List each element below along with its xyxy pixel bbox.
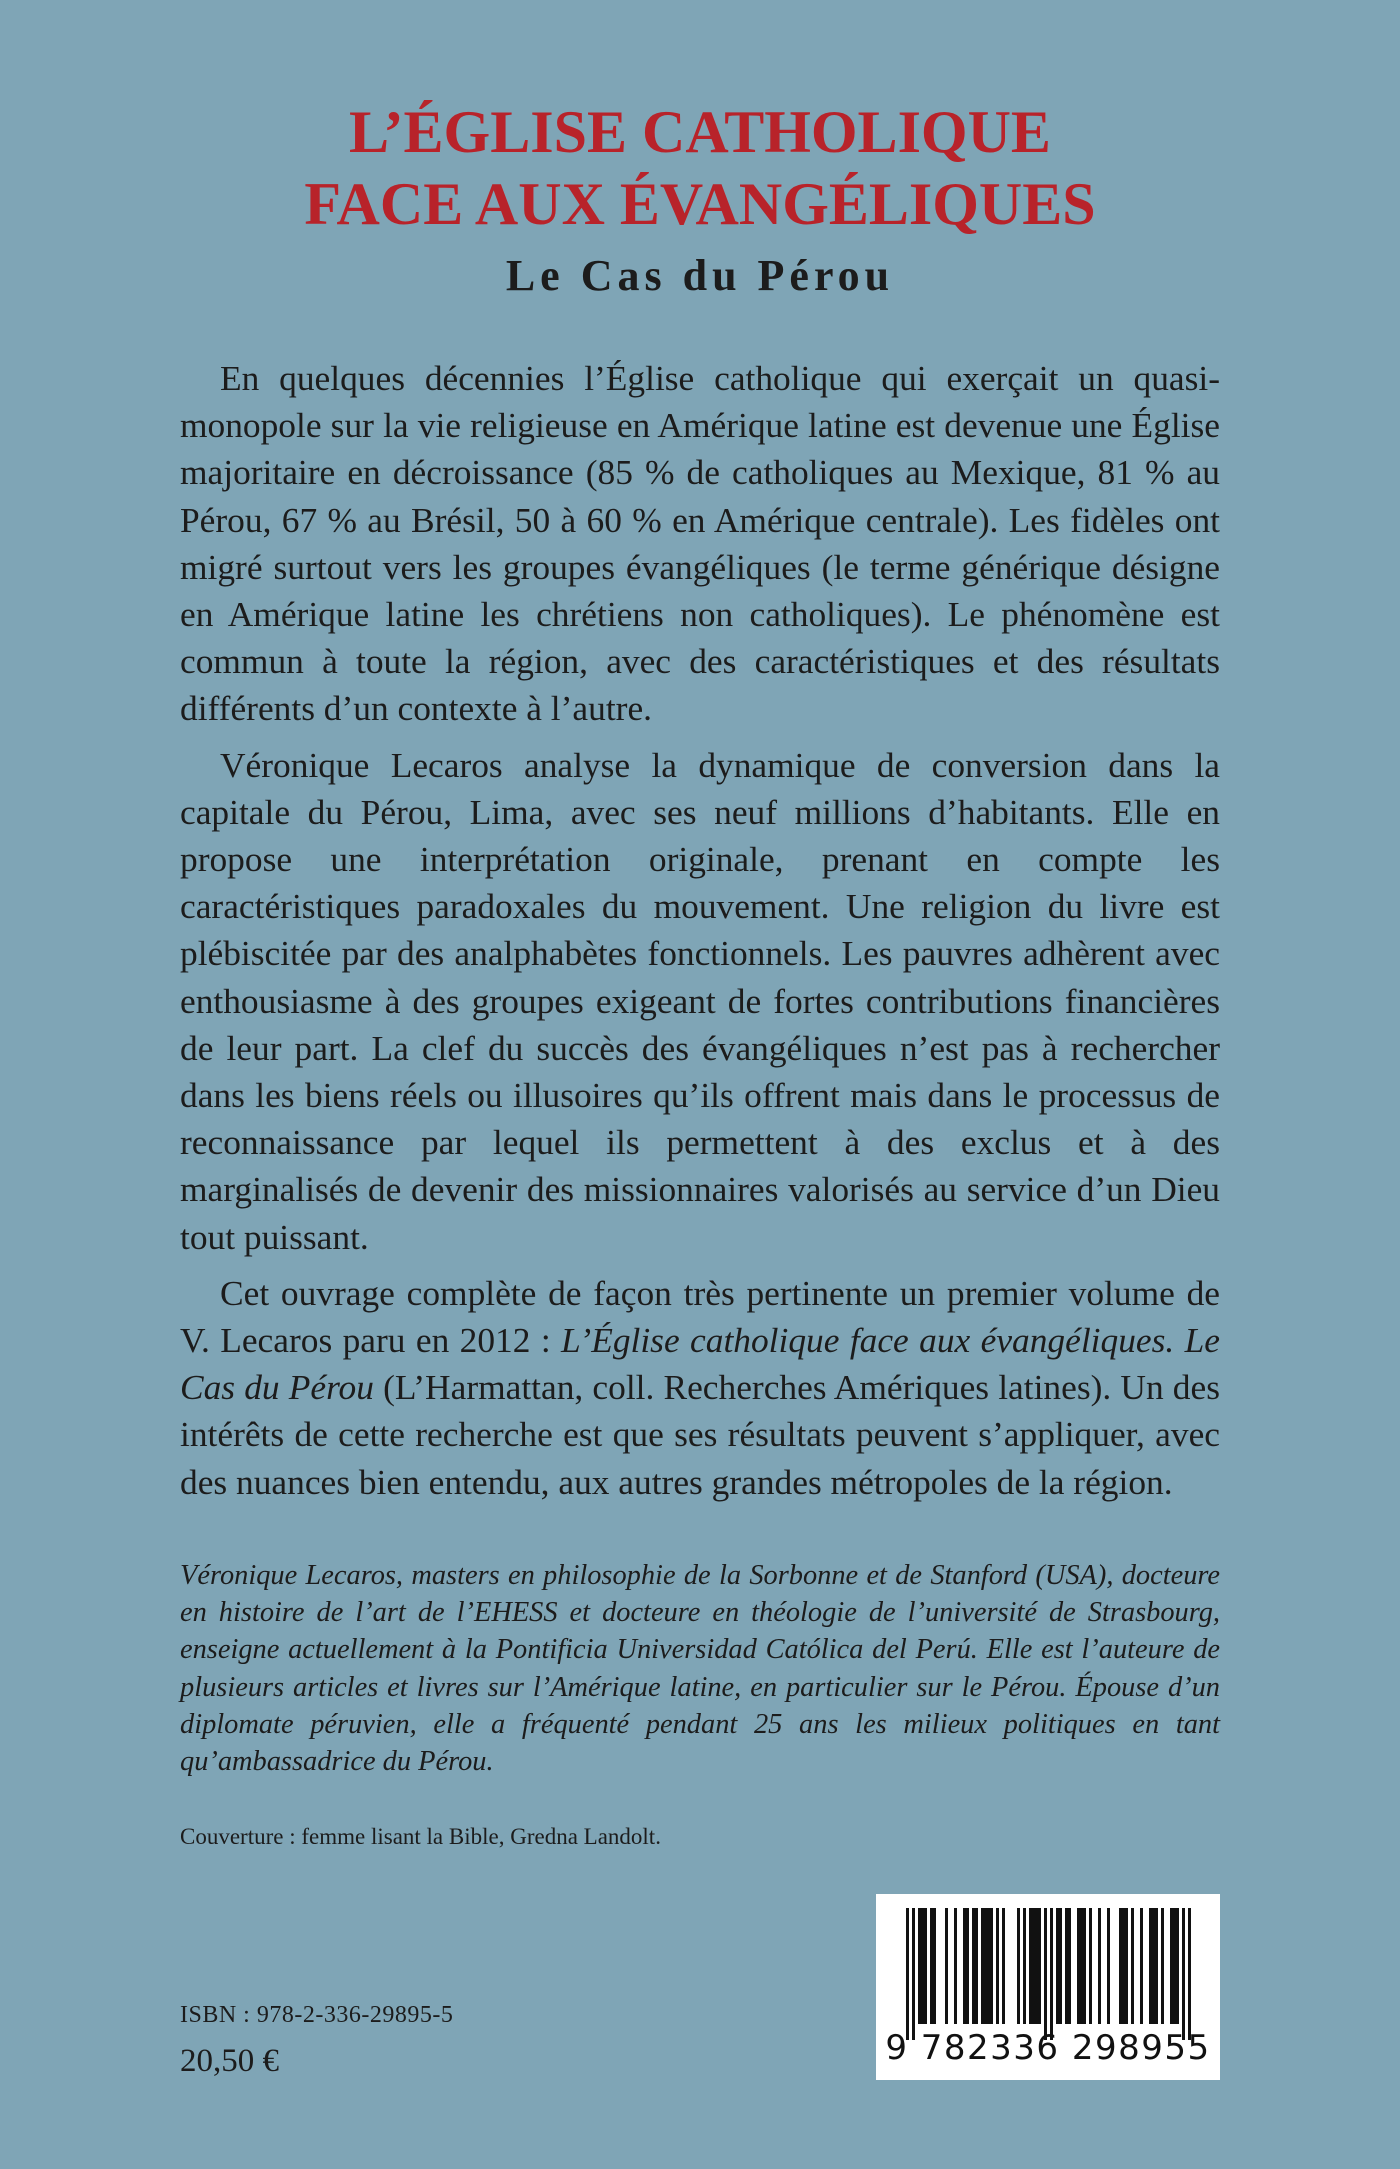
- barcode-bar: [1152, 1908, 1155, 2024]
- barcode-bar: [1023, 1908, 1026, 2024]
- barcode-bar: [1050, 1908, 1053, 2040]
- barcode-bar: [996, 1908, 999, 2024]
- barcode-bar: [975, 1908, 978, 2024]
- barcode-bar: [1056, 1908, 1059, 2024]
- barcode-bar: [1059, 1908, 1062, 2024]
- barcode-bar: [906, 1908, 909, 2040]
- barcode-bar: [1176, 1908, 1179, 2024]
- barcode-bar: [1122, 1908, 1125, 2024]
- barcode-bar: [1080, 1908, 1083, 2024]
- blurb-paragraph-3: [180, 1270, 1220, 1506]
- barcode-bar: [966, 1908, 969, 2024]
- barcode-bar: [987, 1908, 990, 2024]
- barcode-bar: [1044, 1908, 1047, 2040]
- prior-book-title: L’Église catholique face aux évangéliques. Le Cas du Pérou: [180, 1320, 1220, 1408]
- barcode-bar: [933, 1908, 936, 2024]
- isbn: ISBN : 978-2-336-29895-5: [180, 2002, 454, 2028]
- barcode-bar: [1140, 1908, 1143, 2024]
- blurb: [180, 355, 1220, 1506]
- barcode-bar: [1089, 1908, 1092, 2024]
- barcode-bar: [1068, 1908, 1071, 2024]
- barcode-bar: [963, 1908, 966, 2024]
- barcode-bar: [1098, 1908, 1101, 2024]
- barcode-bar: [1182, 1908, 1185, 2040]
- barcode-bar: [1017, 1908, 1020, 2024]
- price: 20,50 €: [180, 2043, 279, 2079]
- barcode-bar: [1032, 1908, 1035, 2024]
- barcode-bar: [1170, 1908, 1173, 2024]
- barcode-bar: [1035, 1908, 1038, 2024]
- barcode-bar: [945, 1908, 948, 2024]
- cover-credit: Couverture : femme lisant la Bible, Gredna Landolt.: [180, 1824, 661, 1849]
- barcode-bar: [1002, 1908, 1005, 2024]
- barcode-bar: [1125, 1908, 1128, 2024]
- title-line-2: FACE AUX ÉVANGÉLIQUES: [304, 171, 1096, 237]
- blurb-paragraph-1: En quelques décennies l’Église catholique qui exerçait un quasi-monopole sur la vie religieuse en Amérique latine est devenue une Église majoritaire en décroissance (85 % de catholiques au Mexique, 81 % au Pérou, 67 % au Brésil, 50 à 60 % en Amérique centrale). Les fidèles ont migré surtout vers les groupes évangéliques (le terme générique désigne en Amérique latine les chrétiens non catholiques). Le phénomène est commun à toute la région, avec des caractéristiques et des résultats différents d’un contexte à l’autre.: [180, 358, 1220, 729]
- blurb-paragraph-3-end: (L’Harmattan, coll. Recherches Amériques latines). Un des intérêts de cette recherche est que ses résultats peuvent s’appliquer, avec des nuances bien entendu, aux autres grandes métropoles de la région.: [180, 1367, 1220, 1502]
- barcode-bar: [930, 1908, 933, 2024]
- barcode-bar: [972, 1908, 975, 2024]
- barcode-bar: [1173, 1908, 1176, 2024]
- barcode-bar: [1065, 1908, 1068, 2024]
- barcode-bar: [924, 1908, 927, 2024]
- barcode-digits: 9 782336 298955: [885, 2028, 1211, 2068]
- barcode-bar: [1131, 1908, 1134, 2024]
- barcode-bar: [1107, 1908, 1110, 2024]
- barcode-bar: [990, 1908, 993, 2024]
- barcode-bar: [1188, 1908, 1191, 2040]
- barcode-bar: [918, 1908, 921, 2024]
- barcode-bar: [1029, 1908, 1032, 2024]
- barcode-bar: [954, 1908, 957, 2024]
- barcode: [876, 1894, 1220, 2080]
- barcode-bar: [1155, 1908, 1158, 2024]
- barcode-bar: [921, 1908, 924, 2024]
- barcode-bar: [981, 1908, 984, 2024]
- blurb-paragraph-3-start: Cet ouvrage complète de façon très pertinente un premier volume de V. Lecaros paru en 2012 :: [180, 1272, 1220, 1361]
- barcode-bar: [984, 1908, 987, 2024]
- barcode-bar: [1083, 1908, 1086, 2024]
- barcode-bar: [912, 1908, 915, 2040]
- barcode-bar: [1077, 1908, 1080, 2024]
- barcode-bar: [1038, 1908, 1041, 2024]
- author-bio: Véronique Lecaros, masters en philosophie de la Sorbonne et de Stanford (USA), docteure en histoire de l’art de l’EHESS et docteure en théologie de l’université de Strasbourg, enseigne actuellement à la Pontificia Universidad Católica del Perú. Elle est l’auteure de plusieurs articles et livres sur l’Amérique latine, en particulier sur le Pérou. Épouse d’un diplomate péruvien, elle a fréquenté pendant 25 ans les milieux politiques en tant qu’ambassadrice du Pérou.: [180, 1560, 1220, 1778]
- title-line-1: L’ÉGLISE CATHOLIQUE: [349, 99, 1051, 165]
- subtitle: Le Cas du Pérou: [505, 251, 895, 300]
- blurb-paragraph-2: Véronique Lecaros analyse la dynamique de conversion dans la capitale du Pérou, Lima, avec ses neuf millions d’habitants. Elle en propose une interprétation originale, prenant en compte les caractéristiques paradoxales du mouvement. Une religion du livre est plébiscitée par des analphabètes fonctionnels. Les pauvres adhèrent avec enthousiasme à des groupes exigeant de fortes contributions financières de leur part. La clef du succès des évangéliques n’est pas à rechercher dans les biens réels ou illusoires qu’ils offrent mais dans le processus de reconnaissance par lequel ils permettent à des exclus et à des marginalisés de devenir des missionnaires valorisés au service d’un Dieu tout puissant.: [180, 744, 1220, 1257]
- barcode-bar: [1149, 1908, 1152, 2024]
- barcode-bar: [1119, 1908, 1122, 2024]
- barcode-bar: [1161, 1908, 1164, 2024]
